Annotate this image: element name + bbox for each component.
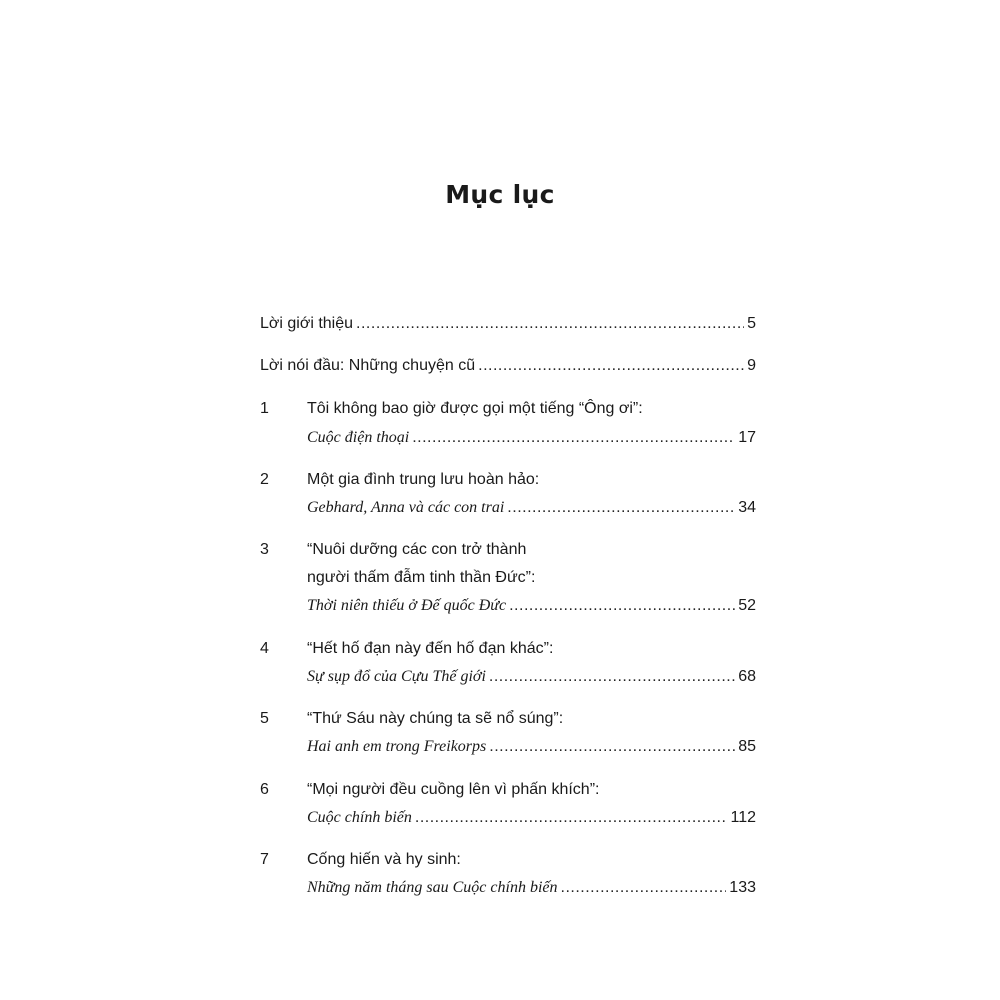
dot-leader (415, 808, 728, 828)
toc-entry-label: Lời giới thiệu (260, 315, 354, 332)
dot-leader (489, 737, 735, 757)
chapter-subtitle: Những năm tháng sau Cuộc chính biến (307, 879, 558, 896)
chapter-heading: “Hết hố đạn này đến hố đạn khác”: (307, 640, 554, 657)
dot-leader (412, 428, 735, 448)
toc-entry-chapter-4[interactable] (307, 667, 756, 687)
toc-page-number: 34 (738, 499, 756, 516)
chapter-heading: “Nuôi dưỡng các con trở thành (307, 541, 527, 558)
chapter-heading: Cống hiến và hy sinh: (307, 851, 461, 868)
toc-page-number: 85 (738, 738, 756, 755)
toc-entry-chapter-6[interactable] (307, 808, 756, 828)
toc-entry-chapter-1[interactable] (307, 428, 756, 448)
toc-page-number: 68 (738, 668, 756, 685)
chapter-subtitle: Sự sụp đổ của Cựu Thế giới (307, 668, 486, 685)
chapter-heading: “Thứ Sáu này chúng ta sẽ nổ súng”: (307, 710, 564, 727)
dot-leader (489, 667, 735, 687)
toc-page-number: 52 (738, 597, 756, 614)
chapter-number: 2 (260, 471, 269, 488)
toc-page-number: 9 (747, 357, 756, 374)
toc-entry-chapter-7[interactable] (307, 878, 756, 898)
chapter-number: 5 (260, 710, 269, 727)
chapter-number: 4 (260, 640, 269, 657)
chapter-subtitle: Gebhard, Anna và các con trai (307, 499, 505, 516)
toc-entry-introduction[interactable] (260, 314, 756, 334)
dot-leader (356, 314, 744, 334)
toc-entry-chapter-3[interactable] (307, 596, 756, 616)
chapter-subtitle: Hai anh em trong Freikorps (307, 738, 487, 755)
toc-entry-label: Lời nói đầu: Những chuyện cũ (260, 357, 476, 374)
chapter-subtitle: Cuộc điện thoại (307, 429, 410, 446)
chapter-number: 3 (260, 541, 269, 558)
chapter-number: 6 (260, 781, 269, 798)
toc-entry-chapter-2[interactable] (307, 498, 756, 518)
chapter-heading: Một gia đình trung lưu hoàn hảo: (307, 471, 540, 488)
chapter-heading-continued: người thấm đẫm tinh thần Đức”: (307, 569, 536, 586)
dot-leader (509, 596, 735, 616)
toc-entry-preface[interactable] (260, 356, 756, 376)
toc-page-number: 133 (729, 879, 756, 896)
toc-page-number: 5 (747, 315, 756, 332)
toc-page-number: 112 (730, 809, 756, 826)
dot-leader (478, 356, 744, 376)
chapter-heading: Tôi không bao giờ được gọi một tiếng “Ông ơi”: (307, 400, 643, 417)
dot-leader (561, 878, 727, 898)
page-title: Mục lục (445, 180, 555, 209)
chapter-number: 1 (260, 400, 269, 417)
dot-leader (507, 498, 735, 518)
chapter-heading: “Mọi người đều cuồng lên vì phấn khích”: (307, 781, 600, 798)
chapter-subtitle: Cuộc chính biến (307, 809, 412, 826)
chapter-number: 7 (260, 851, 269, 868)
chapter-subtitle: Thời niên thiếu ở Đế quốc Đức (307, 597, 507, 614)
toc-page-number: 17 (738, 429, 756, 446)
toc-entry-chapter-5[interactable] (307, 737, 756, 757)
